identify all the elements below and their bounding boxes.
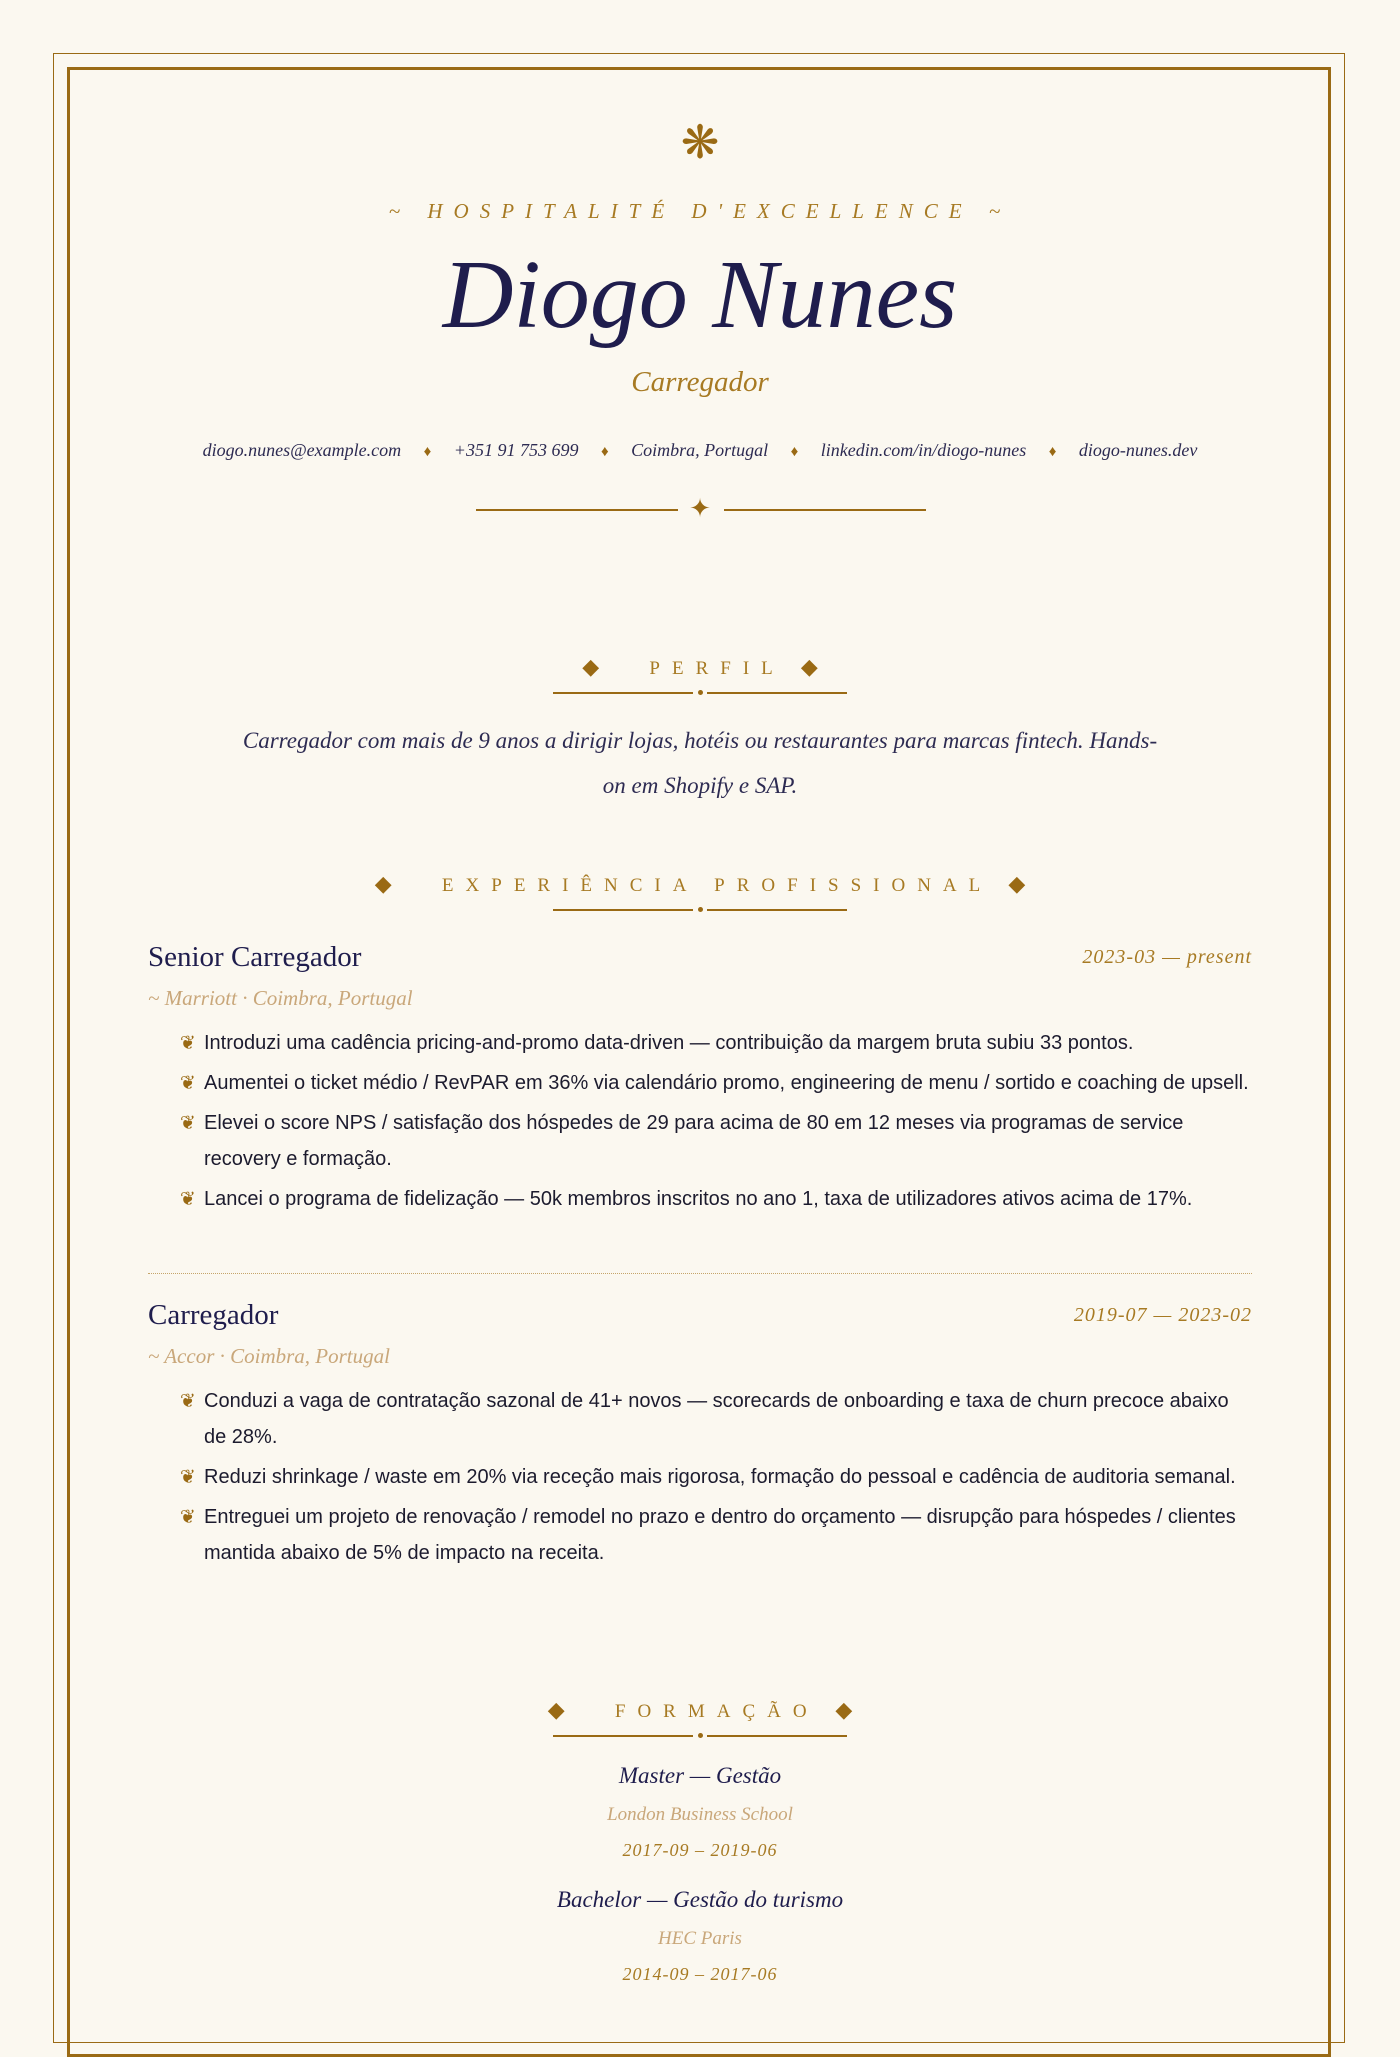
contact-email[interactable]: diogo.nunes@example.com [202, 440, 402, 460]
list-item: ❦ Reduzi shrinkage / waste em 20% via receção mais rigorosa, formação do pessoal e cadência de auditoria semanal. [148, 1459, 1252, 1495]
diamond-separator-icon: ♦ [1048, 444, 1057, 460]
education-school: London Business School [607, 1804, 793, 1825]
section-heading-education [148, 1695, 1252, 1755]
contact-website[interactable]: diogo-nunes.dev [1078, 440, 1198, 460]
diamond-icon: ◆ [1008, 871, 1026, 896]
diamond-separator-icon: ♦ [600, 444, 609, 460]
job-title: Carregador [148, 1299, 279, 1331]
contact-location: Coimbra, Portugal [631, 440, 769, 460]
diamond-icon: ◆ [800, 654, 818, 679]
job-bullets [148, 1383, 1252, 1575]
underline-dot [698, 907, 703, 912]
list-item: ❦ Conduzi a vaga de contratação sazonal de 41+ novos — scorecards de onboarding e taxa de churn precoce abaixo de 28%. [148, 1383, 1252, 1455]
contact-linkedin[interactable]: linkedin.com/in/diogo-nunes [820, 440, 1027, 460]
diamond-icon: ◆ [547, 1697, 565, 1722]
underline-dot [698, 1733, 703, 1738]
divider-line-right [724, 509, 926, 511]
list-item: ❦ Entreguei um projeto de renovação / remodel no prazo e dentro do orçamento — disrupção para hóspedes / clientes mantida abaixo de 5% de impacto na receita. [148, 1499, 1252, 1571]
divider-line-left [476, 509, 678, 511]
section-heading-profile [148, 652, 1252, 712]
section-title: FORMAÇÃO [614, 1701, 819, 1722]
leaf-bullet-icon: ❦ [180, 1112, 196, 1134]
candidate-role: Carregador [631, 366, 769, 398]
leaf-bullet-icon: ❦ [180, 1506, 196, 1528]
education-degree: Bachelor — Gestão do turismo [556, 1887, 844, 1912]
education-entry [148, 1760, 1252, 1864]
underline-left [553, 909, 693, 911]
underline-right [707, 692, 847, 694]
header-divider [148, 492, 1252, 522]
job-dates: 2023-03 — present [1082, 946, 1252, 968]
star-icon: ✦ [689, 494, 711, 524]
underline-right [707, 1735, 847, 1737]
diamond-icon: ◆ [374, 871, 392, 896]
leaf-bullet-icon: ❦ [180, 1072, 196, 1094]
job-title: Senior Carregador [148, 941, 362, 973]
education-years: 2017-09 – 2019-06 [622, 1840, 778, 1860]
diamond-separator-icon: ♦ [790, 444, 799, 460]
education-entry [148, 1884, 1252, 1988]
flower-ornament-icon: ❋ [680, 115, 720, 169]
contact-phone[interactable]: +351 91 753 699 [453, 440, 579, 460]
job-bullets [148, 1025, 1252, 1221]
diamond-icon: ◆ [835, 1697, 853, 1722]
education-degree: Master — Gestão [618, 1763, 782, 1788]
job-dates: 2019-07 — 2023-02 [1073, 1304, 1252, 1326]
candidate-name: Diogo Nunes [442, 241, 958, 349]
list-item: ❦ Introduzi uma cadência pricing-and-promo data-driven — contribuição da margem bruta subiu 33 pontos. [148, 1025, 1252, 1061]
underline-left [553, 1735, 693, 1737]
underline-left [553, 692, 693, 694]
leaf-bullet-icon: ❦ [180, 1188, 196, 1210]
resume-page [148, 0, 1252, 1984]
job-company: ~ Accor · Coimbra, Portugal [148, 1344, 390, 1368]
education-years: 2014-09 – 2017-06 [622, 1964, 778, 1984]
underline-dot [698, 690, 703, 695]
list-item: ❦ Aumentei o ticket médio / RevPAR em 36% via calendário promo, engineering de menu / sortido e coaching de upsell. [148, 1065, 1252, 1101]
list-item: ❦ Lancei o programa de fidelização — 50k membros inscritos no ano 1, taxa de utilizadores ativos acima de 17%. [148, 1181, 1252, 1217]
contact-line [148, 436, 1252, 466]
leaf-bullet-icon: ❦ [180, 1390, 196, 1412]
section-title: PERFIL [649, 658, 785, 679]
list-item: ❦ Elevei o score NPS / satisfação dos hóspedes de 29 para acima de 80 em 12 meses via programas de service recovery e formação. [148, 1105, 1252, 1177]
education-school: HEC Paris [658, 1928, 742, 1949]
tagline: ~ HOSPITALITÉ D'EXCELLENCE ~ [388, 199, 1012, 223]
underline-right [707, 909, 847, 911]
profile-summary: Carregador com mais de 9 anos a dirigir lojas, hotéis ou restaurantes para marcas fintech. Hands-on em Shopify e SAP. [242, 728, 1158, 798]
diamond-icon: ◆ [582, 654, 600, 679]
leaf-bullet-icon: ❦ [180, 1032, 196, 1054]
job-company: ~ Marriott · Coimbra, Portugal [148, 986, 413, 1010]
section-title: EXPERIÊNCIA PROFISSIONAL [441, 875, 992, 896]
section-heading-experience [148, 869, 1252, 929]
diamond-separator-icon: ♦ [423, 444, 432, 460]
entry-divider [148, 1273, 1252, 1274]
leaf-bullet-icon: ❦ [180, 1466, 196, 1488]
